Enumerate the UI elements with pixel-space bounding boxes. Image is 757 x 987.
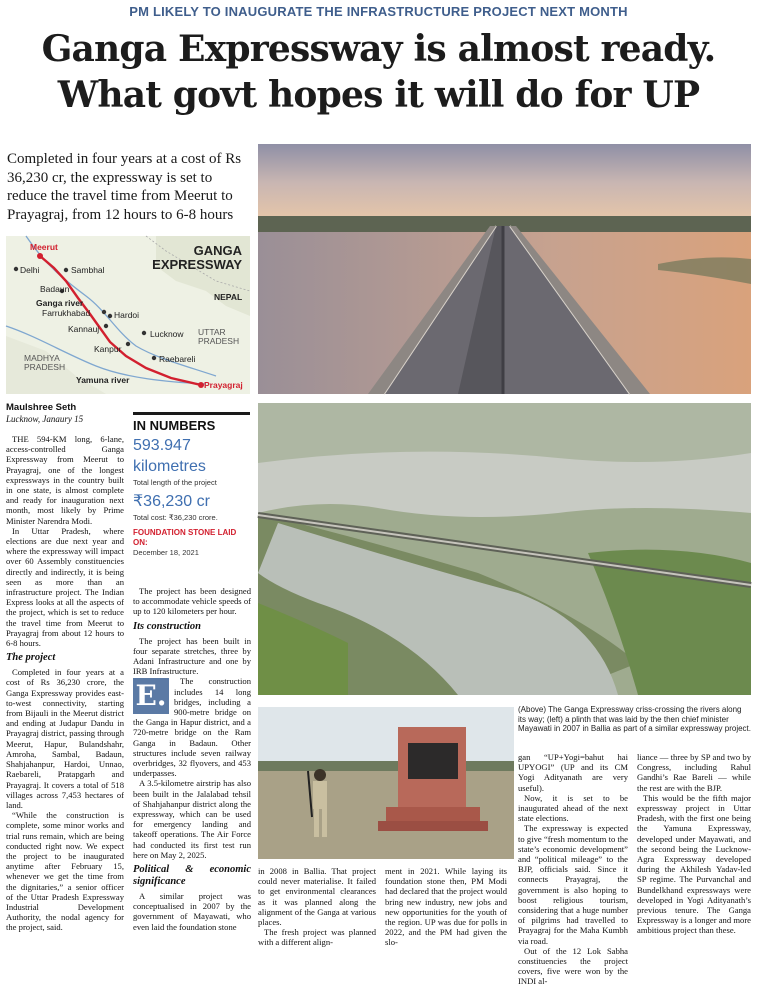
body-paragraph: liance — three by SP and two by Congress, including Rahul Gandhi’s Rae Bareli — while the rest are with the BJP. [637, 752, 751, 793]
indian-express-e-logo: E. [133, 678, 169, 714]
body-paragraph: “While the construction is complete, some minor works and trial runs remain, which are being conducted right now. We expect the project to be inaugurated anytime after February 15, whenever we get the time from the dignitaries,” a senior officer of the Uttar Pradesh Expressway Industrial Development Authority, the nodal agency for the project, said. [6, 810, 124, 933]
subhead-the-project: The project [6, 652, 56, 664]
expressway-aerial-river-photo [258, 403, 751, 695]
map-label-prayagraj: Prayagraj [204, 380, 243, 390]
cost-label: Total cost: ₹36,230 crore. [133, 513, 218, 522]
subhead-political: Political & economic significance [133, 864, 251, 888]
headline-line-2: What govt hopes it will do for UP [57, 74, 700, 116]
map-label-uttar-pradesh: UTTAR PRADESH [198, 327, 240, 346]
map-label-sambhal: Sambhal [71, 265, 105, 275]
body-paragraph: In Uttar Pradesh, where elections are due next year and where the expressway will impact over 60 Assembly constituencies directly and indirectly, it is being seen as more than an infrastructure project. The Indian Express looks at all the aspects of the project, which is set to reduce the travel time from Meerut to Prayagraj from about 12 hours to 6-8 hours. [6, 525, 124, 649]
body-paragraph: Out of the 12 Lok Sabha constituencies the project covers, five were won by the INDI al- [518, 945, 628, 987]
dateline: Lucknow, Janaury 15 [6, 414, 84, 424]
length-unit: kilometres [133, 458, 206, 475]
body-column-2 [133, 586, 251, 932]
foundation-label: FOUNDATION STONE LAID ON: [133, 528, 237, 547]
map-label-kannauj: Kannauj [68, 324, 100, 334]
kicker: PM LIKELY TO INAUGURATE THE INFRASTRUCTURE PROJECT NEXT MONTH [129, 4, 628, 19]
map-label-madhya-pradesh: MADHYA PRADESH [24, 353, 66, 372]
body-column-5 [518, 752, 628, 987]
body-paragraph: Now, it is set to be inaugurated ahead of the next state elections. [518, 792, 628, 824]
map-label-kanpur: Kanpur [94, 344, 122, 354]
body-paragraph: The project has been designed to accommodate vehicle speeds of up to 120 kilometers per hour. [133, 586, 251, 617]
in-numbers-box [133, 412, 250, 557]
map-label-ganga-river: Ganga river [36, 298, 84, 308]
map-label-delhi: Delhi [20, 265, 40, 275]
body-paragraph: A 3.5-kilometre airstrip has also been built in the Jalalabad tehsil of Shahjahanpur district along the expressway, which can be used for emergency landing and takeoff operations. The Air Force had conducted its first test run here on May 2, 2025. [133, 778, 251, 860]
in-numbers-heading: IN NUMBERS [133, 418, 216, 433]
body-paragraph: This would be the fifth major expressway project in Uttar Pradesh, with the first one being the Yamuna Expressway, developed under Mayawati, and the second being the Lucknow-Agra Expressway developed during the Akhilesh Yadav-led SP regime. The Purvanchal and Bundelkhand expressways were developed in Yogi Adityanath’s previous tenure. The Ganga Expressway is a longer and more ambitious project than these. [637, 792, 751, 936]
expressway-sunset-photo [258, 144, 751, 394]
expressway-map [6, 236, 250, 394]
body-paragraph: The fresh project was planned with a different align- [258, 927, 376, 948]
body-paragraph: ment in 2021. While laying its foundation stone then, PM Modi had declared that the project would bring new industry, new jobs and new opportunities for the youth of the region. UP was due for polls in 2022, and the PM had given the slo- [385, 866, 507, 948]
photo-caption: (Above) The Ganga Expressway criss-crossing the rivers along its way; (left) a plinth that was laid by the then chief minister Mayawati in 2007 in Ballia as part of a similar expressway project. [518, 705, 751, 734]
map-label-badaun: Badaun [40, 284, 70, 294]
body-column-4 [385, 866, 507, 948]
headline [0, 26, 757, 118]
map-label-meerut: Meerut [30, 242, 58, 252]
body-paragraph: in 2008 in Ballia. That project could never materialise. It failed to get environmental clearances as it was planned along the alignment of the Ganga at various places. [258, 866, 376, 928]
mayawati-plinth-photo [258, 707, 514, 859]
subhead-construction: Its construction [133, 620, 201, 632]
body-column-6 [637, 752, 751, 936]
body-paragraph: THE 594-KM long, 6-lane, access-controlled Ganga Expressway from Meerut to Prayagraj, one of the longest expressways in the country built in one state, is almost complete and ready for inauguration next month, most likely by Prime Minister Narendra Modi. [6, 434, 124, 526]
map-label-farrukhabad: Farrukhabad [42, 308, 91, 318]
map-label-raebareli: Raebareli [159, 354, 196, 364]
headline-line-1: Ganga Expressway is almost ready. [41, 28, 716, 70]
body-paragraph: gan “UP+Yogi=bahut hai UPYOGI” (UP and its CM Yogi Adityanath are very useful). [518, 752, 628, 793]
byline: Maulshree Seth [6, 402, 77, 413]
foundation-date: December 18, 2021 [133, 548, 199, 557]
map-label-hardoi: Hardoi [114, 310, 140, 320]
body-column-1 [6, 434, 124, 933]
body-paragraph: Completed in four years at a cost of Rs 36,230 crore, the Ganga Expressway provides east-to-west connectivity, starting from Bijauli in the Meerut district and ending at Judapur Dandu in Prayagraj district, passing through Meerut, Hapur, Bulandshahr, Amroha, Sambal, Badaun, Shahjahanpur, Hardoi, Unnao, Raebareli, Pratapgarh and Prayagraj. It covers a total of 518 villages across 7,453 hectares of land. [6, 667, 124, 810]
body-column-3 [258, 866, 376, 948]
body-paragraph: The expressway is expected to give “fresh momentum to the state’s economic development” and “political mileage” to the BJP, officials said. Since it connects Prayagraj, the government is also hoping to boost religious tourism, considering that a huge number of pilgrims had travelled to Prayagraj for the Maha Kumbh via road. [518, 823, 628, 946]
map-label-yamuna-river: Yamuna river [76, 375, 130, 385]
intro-deck: Completed in four years at a cost of Rs 36,230 cr, the expressway is set to reduce the travel time from Meerut to Prayagraj, from 12 hours to 6-8 hours [7, 151, 242, 223]
map-title: GANGA EXPRESSWAY [152, 243, 242, 272]
length-value: 593.947 [133, 437, 191, 454]
map-label-lucknow: Lucknow [150, 329, 184, 339]
length-label: Total length of the project [133, 478, 217, 487]
map-label-nepal: NEPAL [214, 292, 243, 302]
body-paragraph: A similar project was conceptualised in 2007 by the government of Mayawati, who even laid the foundation stone [133, 891, 251, 932]
cost-value: ₹36,230 cr [133, 493, 210, 510]
body-paragraph: The project has been built in four separate stretches, three by Adani Infrastructure and one by IRB Infrastructure. [133, 635, 251, 677]
body-paragraph: The construction includes 14 long bridges, including a 900-metre bridge on the Ganga in Hapur district, and a 720-metre bridge on the Ram Ganga in Badaun. Other structures include seven railway overbridges, 32 flyovers, and 453 underpasses. [133, 676, 251, 779]
